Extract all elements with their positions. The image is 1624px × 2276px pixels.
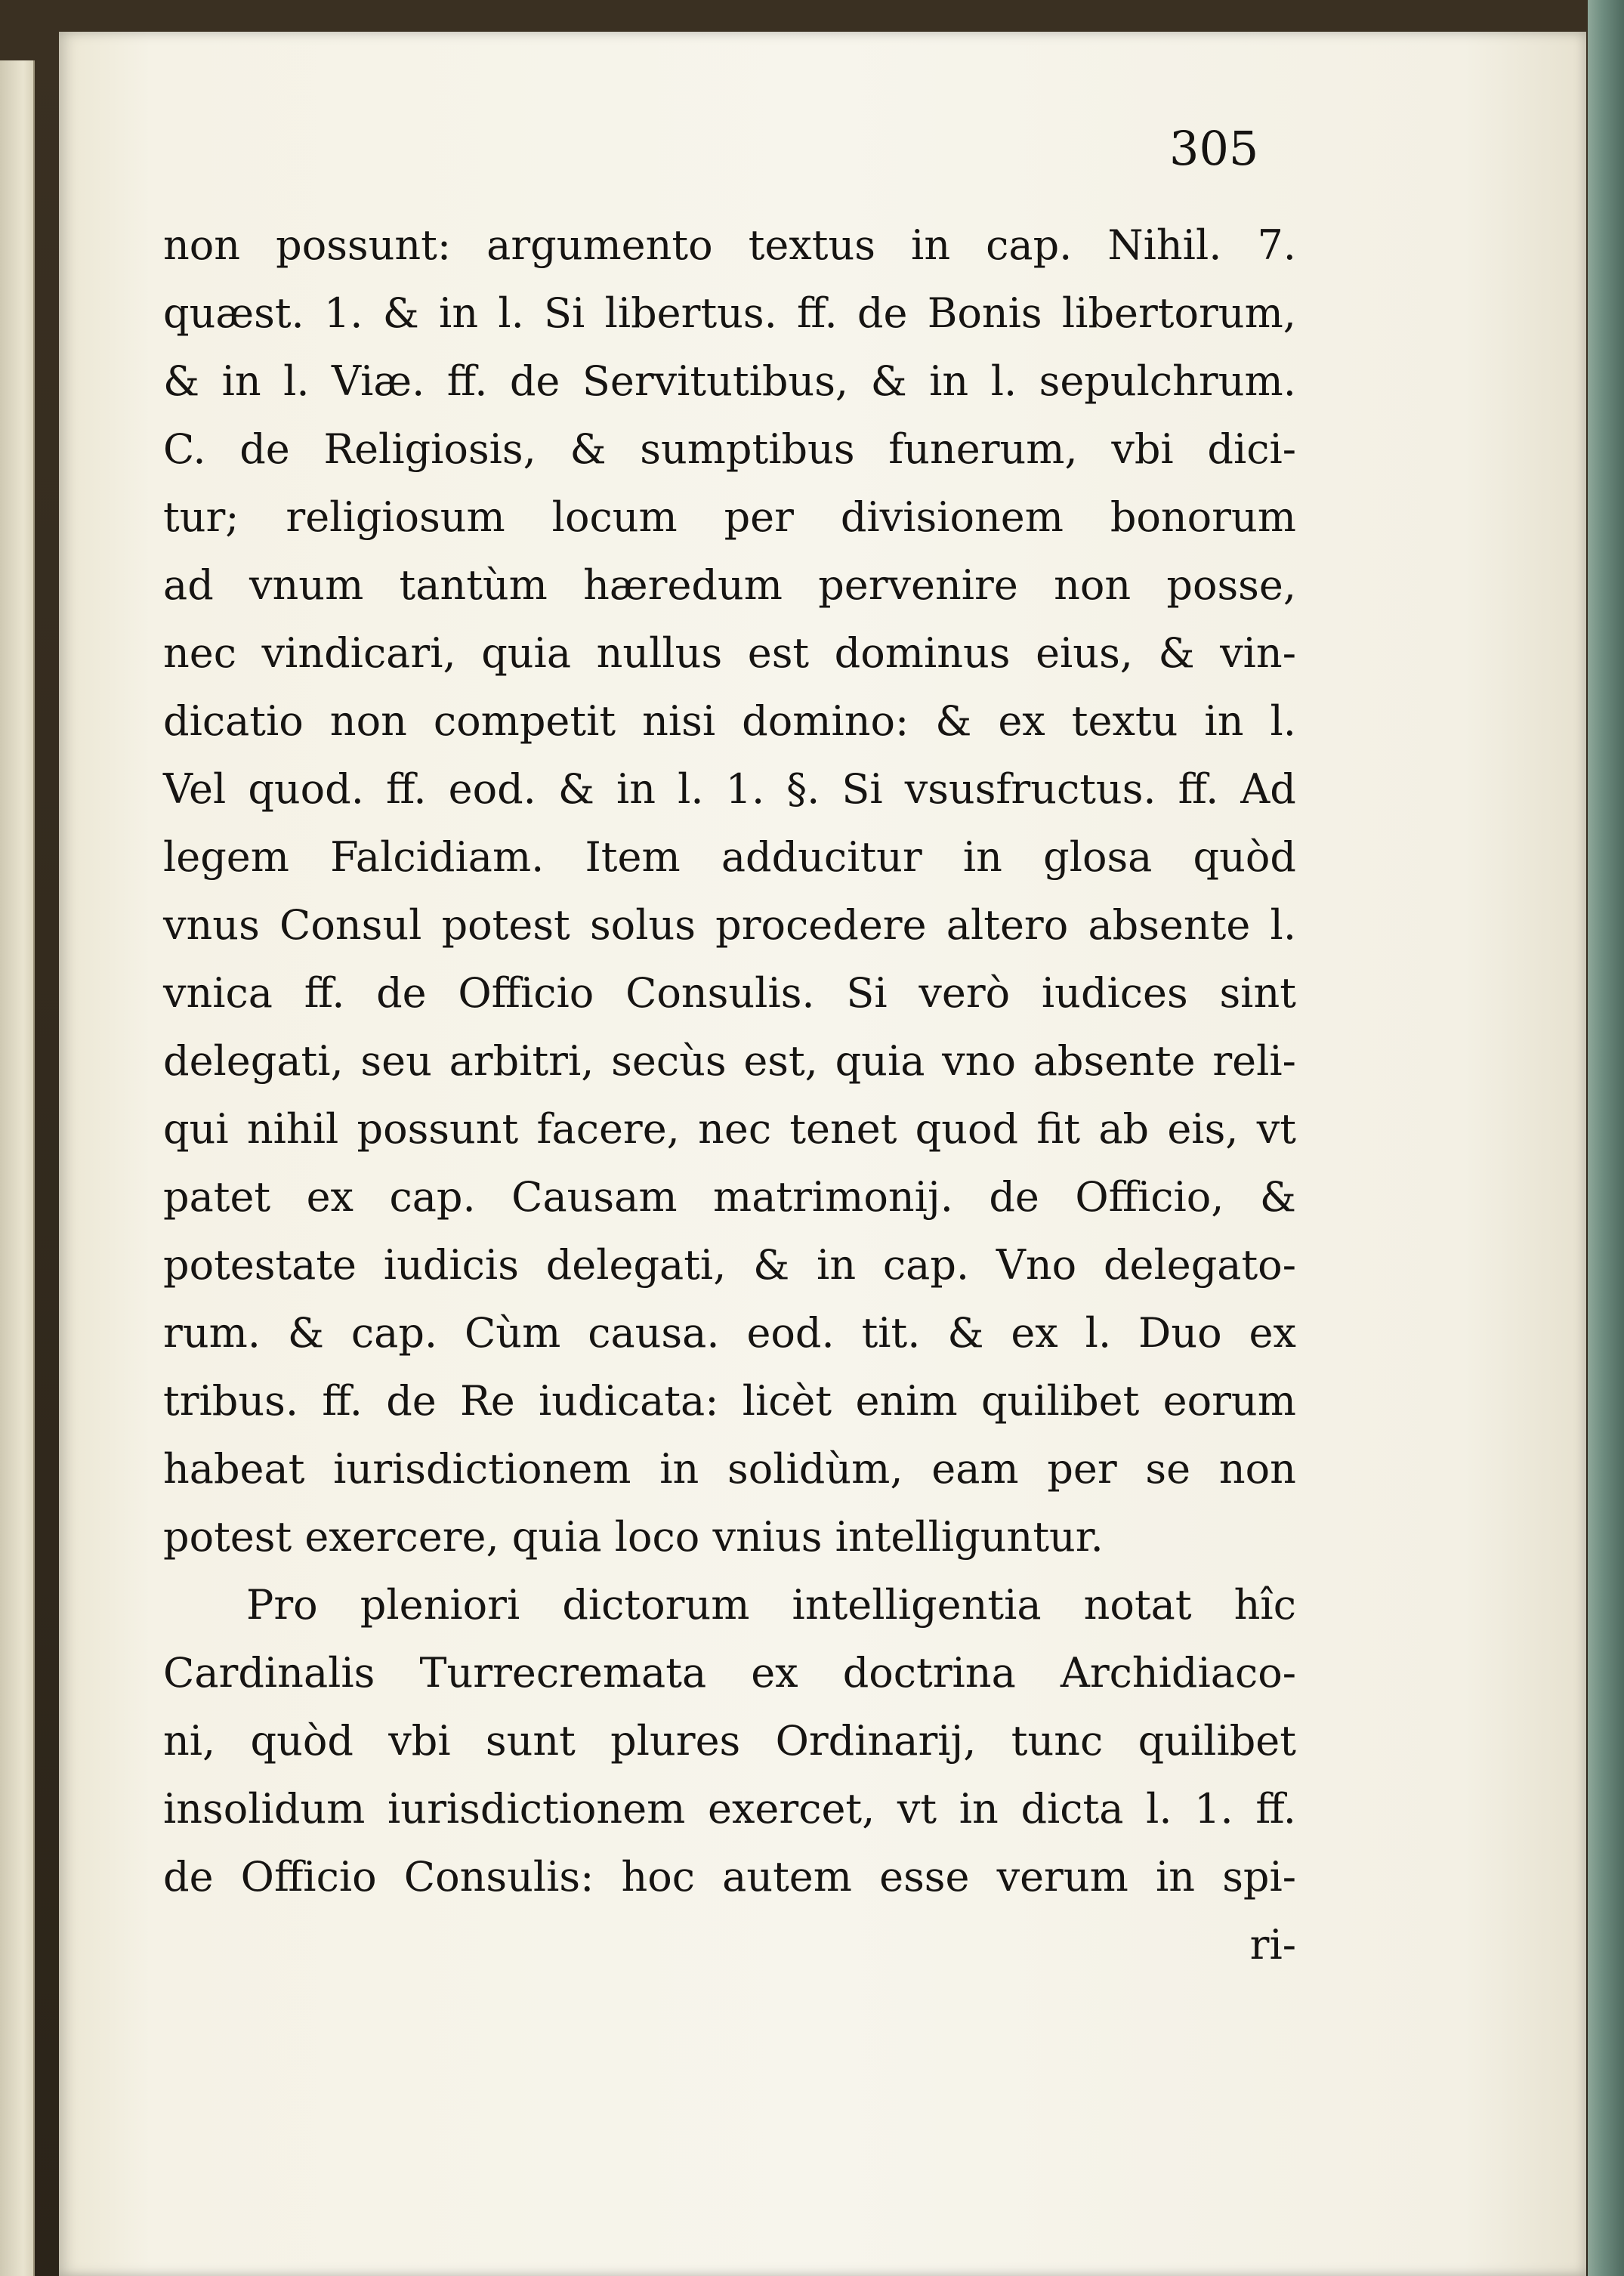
text-line-5: tur; religiosum locum per divisionem bonorum <box>163 493 1296 541</box>
binding-edge <box>1588 0 1624 2276</box>
text-line-23: ni, quòd vbi sunt plures Ordinarij, tunc quilibet <box>163 1717 1296 1765</box>
text-line-9: Vel quod. ff. eod. & in l. 1. §. Si vsusfructus. ff. Ad <box>163 765 1296 813</box>
text-line-24: insolidum iurisdictionem exercet, vt in dicta l. 1. ff. <box>163 1785 1296 1833</box>
text-line-15: patet ex cap. Causam matrimonij. de Officio, & <box>163 1173 1296 1221</box>
text-line-3: & in l. Viæ. ff. de Servitutibus, & in l. sepulchrum. <box>163 357 1296 405</box>
body-text <box>163 212 1296 1979</box>
text-line-1: non possunt: argumento textus in cap. Nihil. 7. <box>163 221 1296 269</box>
text-line-20: potest exercere, quia loco vnius intelliguntur. <box>163 1513 1104 1561</box>
text-line-10: legem Falcidiam. Item adducitur in glosa quòd <box>163 833 1296 881</box>
text-line-22: Cardinalis Turrecremata ex doctrina Archidiaco- <box>163 1649 1296 1697</box>
text-line-19: habeat iurisdictionem in solidùm, eam per se non <box>163 1445 1296 1493</box>
text-line-8: dicatio non competit nisi domino: & ex textu in l. <box>163 697 1296 745</box>
text-line-2: quæst. 1. & in l. Si libertus. ff. de Bonis libertorum, <box>163 289 1296 337</box>
text-line-7: nec vindicari, quia nullus est dominus eius, & vin- <box>163 629 1296 677</box>
text-line-13: delegati, seu arbitri, secùs est, quia vno absente reli- <box>163 1037 1296 1085</box>
text-line-17: rum. & cap. Cùm causa. eod. tit. & ex l. Duo ex <box>163 1309 1296 1357</box>
text-line-6: ad vnum tantùm hæredum pervenire non posse, <box>163 561 1296 609</box>
text-line-12: vnica ff. de Officio Consulis. Si verò iudices sint <box>163 969 1296 1017</box>
catchword: ri- <box>1249 1921 1296 1969</box>
text-line-21: Pro pleniori dictorum intelligentia notat hîc <box>246 1581 1296 1629</box>
text-line-11: vnus Consul potest solus procedere altero absente l. <box>163 901 1296 949</box>
left-page-edge <box>0 60 35 2276</box>
book-page <box>59 32 1586 2276</box>
text-line-25: de Officio Consulis: hoc autem esse verum in spi- <box>163 1853 1296 1901</box>
text-line-14: qui nihil possunt facere, nec tenet quod fit ab eis, vt <box>163 1105 1296 1153</box>
text-line-4: C. de Religiosis, & sumptibus funerum, vbi dici- <box>163 425 1296 473</box>
text-line-16: potestate iudicis delegati, & in cap. Vno delegato- <box>163 1241 1296 1289</box>
page-number: 305 <box>1169 121 1259 176</box>
text-line-18: tribus. ff. de Re iudicata: licèt enim quilibet eorum <box>163 1377 1296 1425</box>
